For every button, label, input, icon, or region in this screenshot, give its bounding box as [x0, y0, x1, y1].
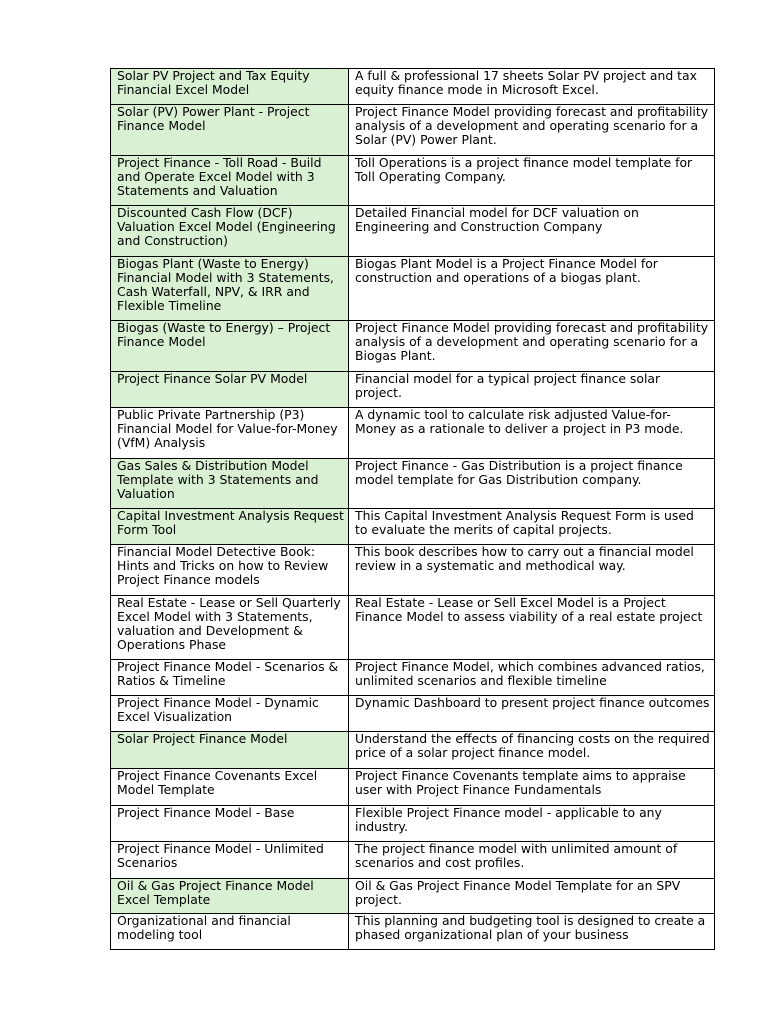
table-row: [111, 842, 715, 879]
model-description-cell: Real Estate - Lease or Sell Excel Model is a Project Finance Model to assess viability of a real estate project: [349, 596, 715, 660]
model-description-cell: A full & professional 17 sheets Solar PV project and tax equity finance mode in Microsoft Excel.: [349, 69, 715, 105]
model-name-cell: Real Estate - Lease or Sell Quarterly Excel Model with 3 Statements, valuation and Development & Operations Phase: [111, 596, 349, 660]
model-name-cell: Financial Model Detective Book: Hints and Tricks on how to Review Project Finance models: [111, 545, 349, 596]
model-name-cell: Solar PV Project and Tax Equity Financial Excel Model: [111, 69, 349, 105]
table-row: [111, 769, 715, 806]
model-description-cell: Detailed Financial model for DCF valuation on Engineering and Construction Company: [349, 206, 715, 257]
model-description-cell: Biogas Plant Model is a Project Finance Model for construction and operations of a biogas plant.: [349, 257, 715, 321]
model-description-cell: Project Finance Model providing forecast and profitability analysis of a development and operating scenario for a Solar (PV) Power Plant.: [349, 105, 715, 156]
table-row: [111, 732, 715, 769]
model-name-cell: Discounted Cash Flow (DCF) Valuation Excel Model (Engineering and Construction): [111, 206, 349, 257]
table-row: [111, 806, 715, 842]
model-name-cell: Project Finance Covenants Excel Model Template: [111, 769, 349, 806]
table-row: [111, 206, 715, 257]
model-description-cell: Project Finance Model, which combines advanced ratios, unlimited scenarios and flexible timeline: [349, 660, 715, 696]
table-row: [111, 408, 715, 459]
table-row: [111, 105, 715, 156]
model-name-cell: Project Finance Model - Base: [111, 806, 349, 842]
model-name-cell: Organizational and financial modeling tool: [111, 914, 349, 950]
model-description-cell: Dynamic Dashboard to present project finance outcomes: [349, 696, 715, 732]
table-row: [111, 459, 715, 509]
model-name-cell: Project Finance - Toll Road - Build and Operate Excel Model with 3 Statements and Valuation: [111, 156, 349, 206]
table-row: [111, 257, 715, 321]
model-name-cell: Project Finance Model - Scenarios & Ratios & Timeline: [111, 660, 349, 696]
model-table-body: [111, 69, 715, 950]
model-name-cell: Project Finance Solar PV Model: [111, 372, 349, 408]
model-name-cell: Biogas Plant (Waste to Energy) Financial Model with 3 Statements, Cash Waterfall, NPV, & IRR and Flexible Timeline: [111, 257, 349, 321]
model-name-cell: Solar (PV) Power Plant - Project Finance Model: [111, 105, 349, 156]
model-description-cell: A dynamic tool to calculate risk adjusted Value-for-Money as a rationale to deliver a project in P3 mode.: [349, 408, 715, 459]
model-name-cell: Oil & Gas Project Finance Model Excel Template: [111, 879, 349, 914]
model-name-cell: Biogas (Waste to Energy) – Project Finance Model: [111, 321, 349, 372]
model-name-cell: Project Finance Model - Dynamic Excel Visualization: [111, 696, 349, 732]
model-description-cell: This planning and budgeting tool is designed to create a phased organizational plan of your business: [349, 914, 715, 950]
model-description-cell: Toll Operations is a project finance model template for Toll Operating Company.: [349, 156, 715, 206]
model-name-cell: Solar Project Finance Model: [111, 732, 349, 769]
table-row: [111, 545, 715, 596]
model-description-cell: Project Finance Model providing forecast and profitability analysis of a development and operating scenario for a Biogas Plant.: [349, 321, 715, 372]
table-row: [111, 879, 715, 914]
model-description-cell: Oil & Gas Project Finance Model Template for an SPV project.: [349, 879, 715, 914]
model-name-cell: Project Finance Model - Unlimited Scenarios: [111, 842, 349, 879]
table-row: [111, 596, 715, 660]
model-name-cell: Public Private Partnership (P3) Financial Model for Value-for-Money (VfM) Analysis: [111, 408, 349, 459]
model-name-cell: Gas Sales & Distribution Model Template with 3 Statements and Valuation: [111, 459, 349, 509]
model-table: [110, 68, 715, 950]
table-row: [111, 509, 715, 545]
table-row: [111, 156, 715, 206]
table-row: [111, 69, 715, 105]
table-row: [111, 321, 715, 372]
table-row: [111, 660, 715, 696]
table-row: [111, 696, 715, 732]
model-description-cell: This Capital Investment Analysis Request Form is used to evaluate the merits of capital projects.: [349, 509, 715, 545]
table-row: [111, 914, 715, 950]
model-description-cell: Financial model for a typical project finance solar project.: [349, 372, 715, 408]
model-description-cell: Project Finance - Gas Distribution is a project finance model template for Gas Distribution company.: [349, 459, 715, 509]
model-description-cell: Understand the effects of financing costs on the required price of a solar project finance model.: [349, 732, 715, 769]
table-row: [111, 372, 715, 408]
model-description-cell: The project finance model with unlimited amount of scenarios and cost profiles.: [349, 842, 715, 879]
model-description-cell: This book describes how to carry out a financial model review in a systematic and methodical way.: [349, 545, 715, 596]
model-description-cell: Flexible Project Finance model - applicable to any industry.: [349, 806, 715, 842]
model-name-cell: Capital Investment Analysis Request Form Tool: [111, 509, 349, 545]
model-description-cell: Project Finance Covenants template aims to appraise user with Project Finance Fundamentals: [349, 769, 715, 806]
